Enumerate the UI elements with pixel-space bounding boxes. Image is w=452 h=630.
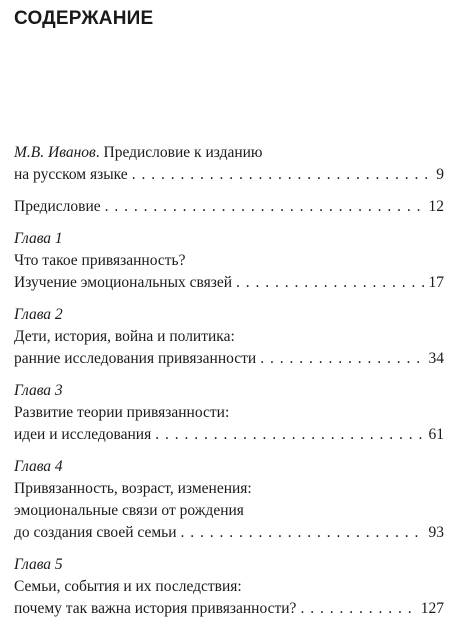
chapter-label: Глава 4 bbox=[14, 458, 63, 475]
toc-entry-title-text: Развитие теории привязанности: bbox=[14, 404, 230, 421]
toc-entry-title-text: на русском языке bbox=[14, 166, 128, 183]
toc-entry-foreword-ru bbox=[14, 142, 444, 186]
toc-entry-title-text: Предисловие bbox=[14, 198, 101, 215]
toc-page-number: 17 bbox=[428, 274, 444, 291]
toc-entry-title-text: . Предисловие к изданию bbox=[95, 144, 263, 161]
dot-leader bbox=[181, 522, 425, 544]
chapter-label: Глава 1 bbox=[14, 230, 63, 247]
toc-entry-leader-line bbox=[14, 164, 444, 186]
toc-entry-title-text: до создания своей семьи bbox=[14, 524, 177, 541]
toc-entry-chapter-2 bbox=[14, 304, 444, 370]
toc-page-number: 61 bbox=[428, 426, 444, 443]
toc-entry-title-text: Семьи, события и их последствия: bbox=[14, 578, 242, 595]
toc-entry-title-text: Привязанность, возраст, изменения: bbox=[14, 480, 252, 497]
dot-leader bbox=[105, 196, 425, 218]
toc-entry-title-text: ранние исследования привязанности bbox=[14, 350, 257, 367]
dot-leader bbox=[155, 424, 424, 446]
toc-entry-leader-line bbox=[14, 196, 444, 218]
toc-entry-title-text: Изучение эмоциональных связей bbox=[14, 274, 233, 291]
toc-entry-chapter-3 bbox=[14, 380, 444, 446]
page-title: СОДЕРЖАНИЕ bbox=[14, 8, 154, 29]
toc-entry-title-text: эмоциональные связи от рождения bbox=[14, 502, 244, 519]
toc-entry-title-text: идеи и исследования bbox=[14, 426, 152, 443]
toc-entry-chapter-4 bbox=[14, 456, 444, 544]
toc-entry-title-text: Что такое привязанность? bbox=[14, 252, 186, 269]
dot-leader bbox=[132, 164, 433, 186]
toc-entry-preface bbox=[14, 196, 444, 218]
table-of-contents bbox=[14, 142, 444, 630]
toc-entry-leader-line bbox=[14, 348, 444, 370]
toc-entry-title-text: почему так важна история привязанности? bbox=[14, 600, 297, 617]
dot-leader bbox=[300, 598, 416, 620]
toc-entry-title-text: Дети, история, война и политика: bbox=[14, 328, 235, 345]
toc-page-number: 12 bbox=[428, 198, 444, 215]
toc-entry-chapter-1 bbox=[14, 228, 444, 294]
toc-entry-chapter-5 bbox=[14, 554, 444, 620]
toc-page-number: 34 bbox=[428, 350, 444, 367]
toc-entry-author: М.В. Иванов bbox=[14, 144, 96, 161]
chapter-label: Глава 3 bbox=[14, 382, 63, 399]
toc-entry-leader-line bbox=[14, 522, 444, 544]
toc-entry-leader-line bbox=[14, 424, 444, 446]
dot-leader bbox=[236, 272, 424, 294]
toc-entry-leader-line bbox=[14, 272, 444, 294]
toc-page-number: 93 bbox=[428, 524, 444, 541]
chapter-label: Глава 2 bbox=[14, 306, 63, 323]
dot-leader bbox=[260, 348, 424, 370]
toc-entry-title-line bbox=[14, 142, 444, 164]
chapter-label: Глава 5 bbox=[14, 556, 63, 573]
toc-page-number: 9 bbox=[436, 166, 444, 183]
toc-page-number: 127 bbox=[420, 600, 444, 617]
toc-entry-leader-line bbox=[14, 598, 444, 620]
